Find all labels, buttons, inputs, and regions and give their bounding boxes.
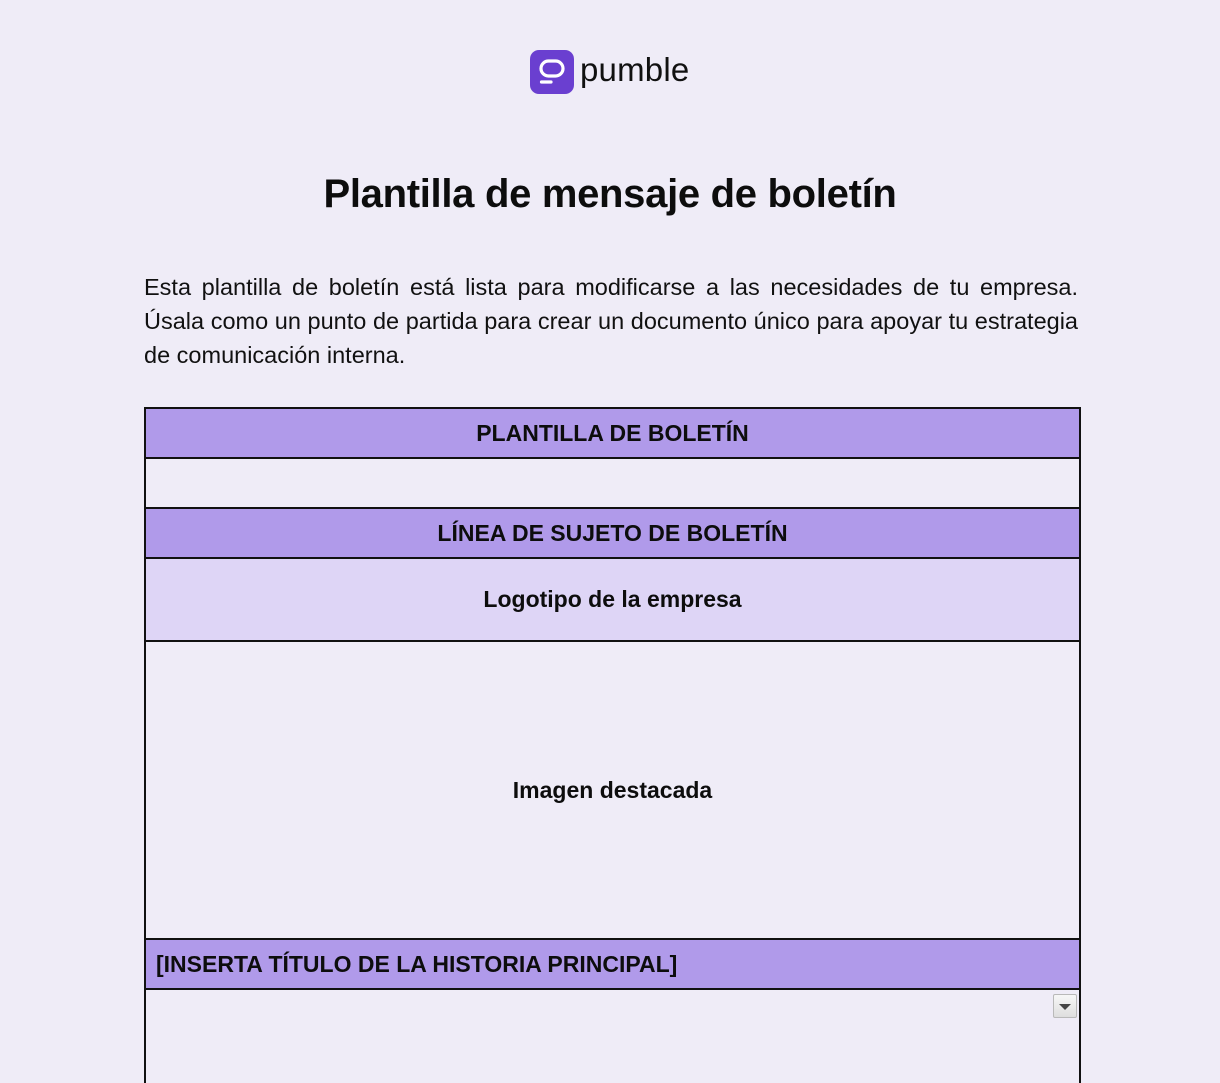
dropdown-arrow-icon[interactable] [1053,994,1077,1018]
newsletter-template-table [144,407,1081,1083]
page-title: Plantilla de mensaje de boletín [323,172,897,216]
subject-line-header: LÍNEA DE SUJETO DE BOLETÍN [145,508,1080,558]
blank-cell[interactable] [145,458,1080,508]
intro-paragraph: Esta plantilla de boletín está lista para modificarse a las necesidades de tu empresa. Úsala como un punto de partida para crear un documento único para apoyar tu estrategia de comunicación interna. [144,274,1078,368]
featured-image-cell[interactable]: Imagen destacada [145,641,1080,939]
pumble-logo[interactable] [530,50,689,94]
pumble-logo-icon [530,50,574,94]
main-story-title-cell[interactable]: [INSERTA TÍTULO DE LA HISTORIA PRINCIPAL] [145,939,1080,989]
company-logo-cell[interactable]: Logotipo de la empresa [145,558,1080,641]
table-header: PLANTILLA DE BOLETÍN [145,408,1080,458]
main-story-body-cell[interactable] [145,989,1080,1083]
brand-name: pumble [580,51,690,88]
